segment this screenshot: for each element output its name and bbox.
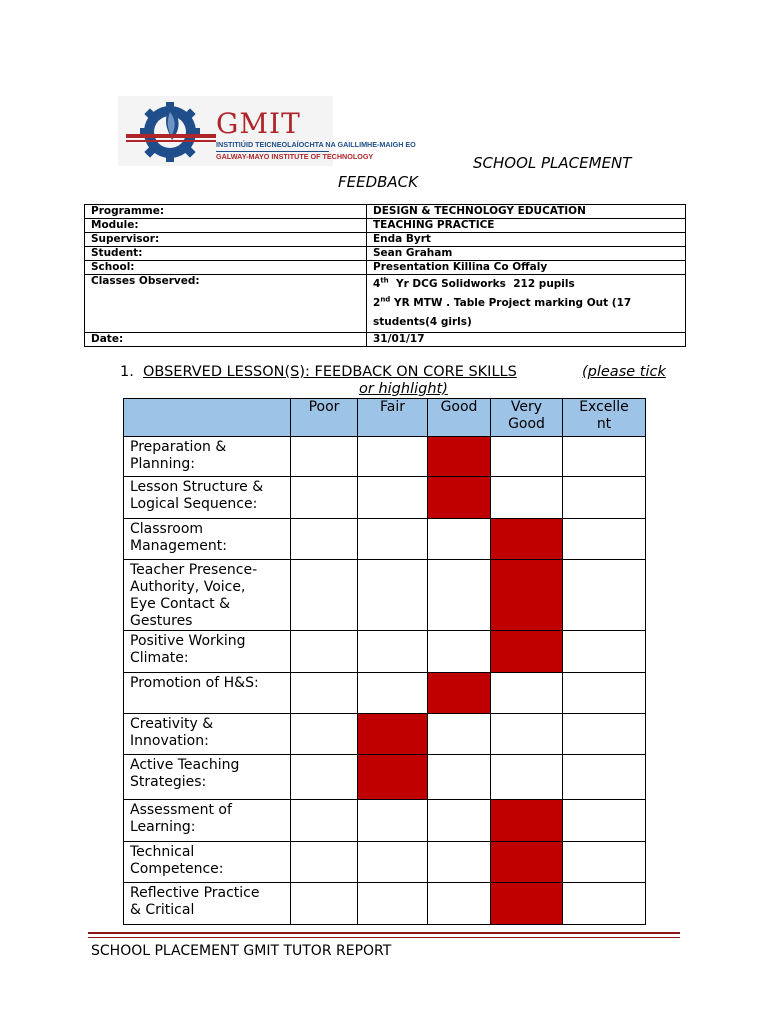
classes-line-2: 2nd YR MTW . Table Project marking Out (17 [373,295,632,309]
rating-header-row [124,399,646,437]
skill-name: Promotion of H&S: [124,673,291,714]
info-value: Presentation Killina Co Offaly [367,261,686,275]
rating-cell-poor[interactable] [291,477,358,519]
rating-cell-poor[interactable] [291,883,358,925]
rating-cell-fair[interactable] [358,714,428,755]
classes-line-3: students(4 girls) [373,316,472,328]
info-label: School: [85,261,367,275]
rating-cell-excellent[interactable] [563,673,646,714]
rating-header-fair: Fair [358,399,428,437]
page-title-line-2: FEEDBACK [338,173,418,191]
skill-name: Technical Competence: [124,842,291,883]
info-label: Date: [85,333,367,347]
footer-divider [88,932,680,934]
core-skills-rating-table [123,398,646,925]
rating-cell-very-good[interactable] [491,714,563,755]
rating-cell-poor[interactable] [291,560,358,631]
info-row-date [85,333,686,347]
skill-row [124,883,646,925]
skill-row [124,800,646,842]
skill-name: Creativity & Innovation: [124,714,291,755]
info-label: Student: [85,247,367,261]
rating-cell-very-good[interactable] [491,673,563,714]
info-value: DESIGN & TECHNOLOGY EDUCATION [367,205,686,219]
rating-cell-excellent[interactable] [563,883,646,925]
gear-flame-emblem-icon [126,98,216,164]
rating-header-very-good: Very Good [491,399,563,437]
rating-cell-good[interactable] [428,714,491,755]
rating-cell-poor[interactable] [291,631,358,673]
skill-name: Teacher Presence- Authority, Voice, Eye Contact & Gestures [124,560,291,631]
rating-cell-fair[interactable] [358,437,428,477]
rating-cell-very-good[interactable] [491,800,563,842]
skill-row [124,631,646,673]
info-label: Classes Observed: [85,275,367,333]
skill-row [124,560,646,631]
skill-name: Classroom Management: [124,519,291,560]
header-corner-cell [124,399,291,437]
rating-cell-good[interactable] [428,519,491,560]
rating-cell-excellent[interactable] [563,842,646,883]
rating-header-excellent: Excelle nt [563,399,646,437]
rating-cell-fair[interactable] [358,560,428,631]
info-row-supervisor [85,233,686,247]
rating-cell-excellent[interactable] [563,631,646,673]
rating-cell-fair[interactable] [358,755,428,800]
rating-cell-good[interactable] [428,842,491,883]
skill-row [124,437,646,477]
gmit-logo [118,96,416,166]
rating-cell-very-good[interactable] [491,560,563,631]
skill-row [124,842,646,883]
rating-cell-very-good[interactable] [491,842,563,883]
rating-cell-fair[interactable] [358,673,428,714]
rating-cell-poor[interactable] [291,714,358,755]
info-label: Module: [85,219,367,233]
rating-cell-very-good[interactable] [491,519,563,560]
rating-cell-very-good[interactable] [491,437,563,477]
rating-cell-excellent[interactable] [563,437,646,477]
rating-cell-very-good[interactable] [491,631,563,673]
section-note-line-2: or highlight) [359,381,448,397]
logo-english-name: GALWAY-MAYO INSTITUTE OF TECHNOLOGY [216,152,374,161]
rating-cell-good[interactable] [428,560,491,631]
rating-cell-very-good[interactable] [491,883,563,925]
rating-cell-excellent[interactable] [563,519,646,560]
info-row-school [85,261,686,275]
info-label: Supervisor: [85,233,367,247]
skill-name: Active Teaching Strategies: [124,755,291,800]
rating-cell-fair[interactable] [358,883,428,925]
rating-cell-excellent[interactable] [563,560,646,631]
rating-cell-excellent[interactable] [563,800,646,842]
rating-cell-excellent[interactable] [563,477,646,519]
rating-cell-good[interactable] [428,437,491,477]
footer-text: SCHOOL PLACEMENT GMIT TUTOR REPORT [91,943,392,959]
info-label: Programme: [85,205,367,219]
rating-cell-good[interactable] [428,883,491,925]
rating-cell-poor[interactable] [291,437,358,477]
info-value: Enda Byrt [367,233,686,247]
info-row-module [85,219,686,233]
info-value: TEACHING PRACTICE [367,219,686,233]
classes-line-1: 4th Yr DCG Solidworks 212 pupils [373,276,575,290]
rating-cell-excellent[interactable] [563,714,646,755]
rating-cell-good[interactable] [428,477,491,519]
info-value: Sean Graham [367,247,686,261]
skill-row [124,673,646,714]
footer-divider-thin [88,937,680,938]
page-title-line-1: SCHOOL PLACEMENT [473,154,632,172]
info-row-classes-observed [85,275,686,333]
info-row-programme [85,205,686,219]
skill-name: Lesson Structure & Logical Sequence: [124,477,291,519]
info-row-student [85,247,686,261]
section-note-line-1: (please tick [582,364,666,380]
rating-cell-good[interactable] [428,673,491,714]
skill-name: Reflective Practice & Critical [124,883,291,925]
rating-cell-good[interactable] [428,800,491,842]
rating-header-poor: Poor [291,399,358,437]
rating-cell-fair[interactable] [358,631,428,673]
skill-name: Positive Working Climate: [124,631,291,673]
rating-cell-poor[interactable] [291,755,358,800]
logo-irish-name: INSTITIÚID TEICNEOLAÍOCHTA NA GAILLIMHE-MAIGH EO [216,140,416,149]
rating-cell-poor[interactable] [291,842,358,883]
rating-cell-poor[interactable] [291,519,358,560]
skill-name: Assessment of Learning: [124,800,291,842]
rating-cell-good[interactable] [428,631,491,673]
rating-cell-very-good[interactable] [491,755,563,800]
skill-row [124,714,646,755]
skill-row [124,519,646,560]
rating-cell-excellent[interactable] [563,755,646,800]
placement-info-table [84,204,686,347]
rating-cell-poor[interactable] [291,673,358,714]
rating-header-good: Good [428,399,491,437]
logo-wordmark: GMIT [216,107,301,140]
rating-cell-fair[interactable] [358,477,428,519]
skill-row [124,755,646,800]
rating-cell-fair[interactable] [358,842,428,883]
rating-cell-fair[interactable] [358,800,428,842]
section-title: OBSERVED LESSON(S): FEEDBACK ON CORE SKILLS [143,364,517,380]
section-number: 1. [120,364,134,380]
info-value: 31/01/17 [367,333,686,347]
skill-name: Preparation & Planning: [124,437,291,477]
rating-cell-good[interactable] [428,755,491,800]
rating-cell-very-good[interactable] [491,477,563,519]
rating-cell-poor[interactable] [291,800,358,842]
rating-cell-fair[interactable] [358,519,428,560]
skill-row [124,477,646,519]
info-value-classes [367,275,686,333]
